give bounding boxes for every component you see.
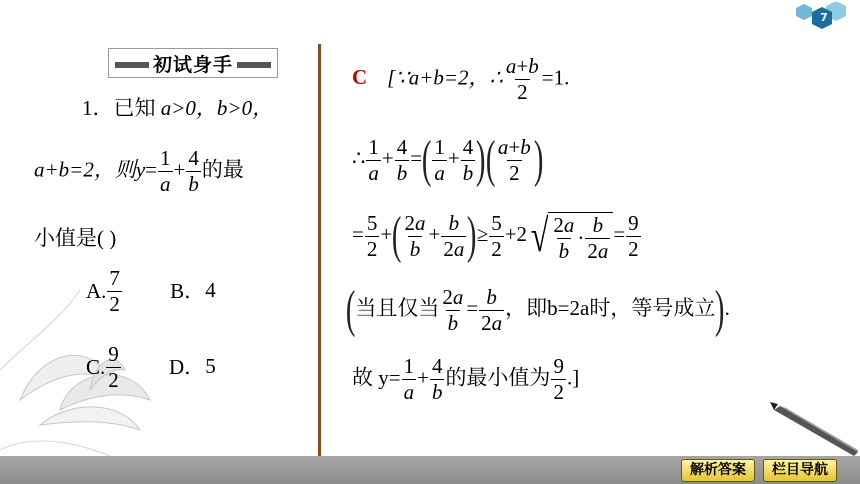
- option-d-value: 5: [205, 353, 216, 378]
- section-nav-button[interactable]: 栏目导航: [763, 459, 837, 482]
- answer-line-1: [352, 56, 569, 103]
- option-b-label: B．: [170, 279, 206, 303]
- option-a-label: A.: [86, 279, 107, 303]
- question-line-1: [82, 92, 273, 122]
- pen-icon: [770, 402, 860, 458]
- question-panel: [0, 0, 318, 456]
- fraction-4-over-b: $\frac{4}{b}$: [188, 146, 199, 196]
- question-line-2: a+b=2，则y= $\frac{1}{a}$ + $\frac{4}{b}$ 的最: [34, 146, 244, 196]
- option-b[interactable]: [170, 275, 216, 305]
- panel-divider: [318, 44, 321, 456]
- answer-line5-pre: 故 y=: [352, 365, 401, 390]
- option-a[interactable]: [86, 268, 123, 315]
- equality-condition-text-2: ，即b=2a时，等号成立: [505, 295, 716, 320]
- option-a-fraction: $\frac{7}{2}$: [109, 266, 120, 316]
- question-intro: 已知: [113, 96, 156, 120]
- question-condition: a>0，b>0，: [160, 96, 274, 120]
- y-var: y: [135, 157, 146, 182]
- section-title: 初试身手: [149, 50, 237, 77]
- banner-bar-left: [115, 62, 149, 68]
- option-c-label: C.: [86, 355, 106, 379]
- options-row-2: [86, 344, 258, 391]
- options-row-1: [86, 268, 258, 315]
- sqrt-expression: √ $\frac{2a}{b}$ · $\frac{b}{2a}$: [527, 210, 613, 262]
- option-d[interactable]: [169, 351, 216, 381]
- answer-line-5: 故 y= $\frac{1}{a}$ + $\frac{4}{b}$ 的最小值为 $\frac{9}{2}$ .]: [352, 354, 580, 404]
- answer-line5-mid: 的最小值为: [445, 365, 551, 390]
- answer-line-3: = $\frac{5}{2}$ +( $\frac{2a}{b}$ + $\frac{b}{2a}$ )≥ $\frac{5}{2}$ +2 √ $\frac{2a}{b}$ · $\frac{b}{2a}$ = $\frac{9}{2}$: [352, 207, 639, 264]
- answer-line-2: ∴ $\frac{1}{a}$ + $\frac{4}{b}$ =( $\frac{1}{a}$ + $\frac{4}{b}$ )( $\frac{a+b}{2}$ ): [352, 131, 544, 188]
- question-line2-post: 的最: [201, 157, 244, 182]
- answer-analysis-button[interactable]: 解析答案: [681, 459, 755, 482]
- fraction-1-over-a: $\frac{1}{a}$: [160, 146, 171, 196]
- option-c[interactable]: [86, 344, 122, 391]
- option-c-fraction: $\frac{9}{2}$: [108, 342, 119, 392]
- answer-letter: C: [352, 65, 368, 90]
- answer-line1-pre: [∵a+b=2，∴: [387, 65, 503, 90]
- question-line2-pre: a+b=2，则: [34, 157, 136, 182]
- fraction-a-plus-b-over-2: $\frac{a+b}{2}$: [505, 54, 539, 104]
- banner-bar-right: [237, 62, 271, 68]
- section-banner: [108, 48, 278, 78]
- question-line-3: 小值是( ): [34, 226, 117, 250]
- answer-line5-end: .]: [566, 365, 580, 390]
- option-b-value: 4: [205, 277, 216, 302]
- answer-line1-post: =1.: [541, 65, 570, 90]
- option-d-label: D．: [169, 355, 206, 379]
- equality-condition-text-1: 当且仅当: [355, 295, 440, 320]
- answer-line-4: (当且仅当 $\frac{2a}{b}$ = $\frac{b}{2a}$ ，即b=2a时，等号成立).: [345, 281, 730, 338]
- page-number: 7: [820, 11, 828, 24]
- question-number: 1．: [82, 96, 114, 120]
